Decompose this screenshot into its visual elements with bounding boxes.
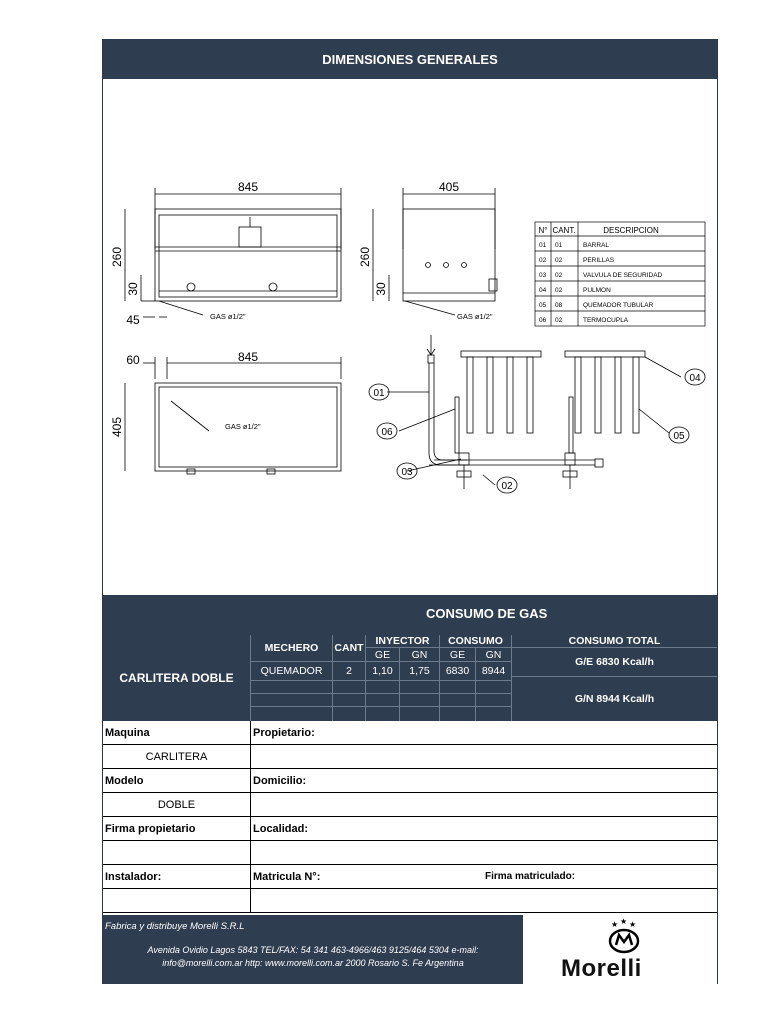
gas-header-mechero: MECHERO (251, 635, 333, 662)
technical-drawing (103, 79, 717, 634)
dim-30-front: 30 (126, 282, 140, 296)
parts-cell-cant: 02 (555, 257, 563, 264)
parts-cell-cant: 02 (555, 287, 563, 294)
footer-address: Avenida Ovidio Lagos 5843 TEL/FAX: 54 341 463-4966/463 9125/464 5304 e-mail: (147, 945, 479, 955)
footer-company: Fabrica y distribuye Morelli S.R.L (105, 921, 245, 932)
callout-05: 05 (673, 431, 685, 442)
parts-cell-desc: PERILLAS (583, 257, 615, 264)
gas-header-total: CONSUMO TOTAL (512, 635, 717, 648)
gas-header-cant: CANT (333, 635, 366, 662)
gas-total-ge: G/E 6830 Kcal/h (512, 648, 717, 677)
dim-260-front: 260 (110, 246, 124, 268)
maquina-value: CARLITERA (103, 745, 251, 769)
gas-empty-cell (251, 707, 333, 721)
form-row (103, 793, 717, 817)
gas-empty-cell (333, 681, 366, 694)
firma-matriculado-field[interactable] (251, 889, 717, 913)
callout-04: 04 (689, 373, 701, 384)
gas-empty-cell (440, 694, 476, 707)
parts-cell-cant: 02 (555, 272, 563, 279)
callout-01: 01 (373, 388, 385, 399)
gas-empty-cell (440, 707, 476, 721)
gas-row-iny-gn: 1,75 (400, 662, 440, 681)
front-view (125, 188, 341, 317)
parts-cell-no: 06 (539, 317, 547, 324)
dim-30-side: 30 (374, 282, 388, 296)
domicilio-label[interactable]: Domicilio: (253, 775, 307, 787)
parts-cell-no: 04 (539, 287, 547, 294)
footer-contact: info@morelli.com.ar http: www.morelli.com.ar 2000 Rosario S. Fe Argentina (162, 958, 464, 968)
form-row (103, 865, 717, 889)
gas-empty-cell (476, 694, 512, 707)
gas-empty-cell (333, 707, 366, 721)
parts-header-cant: CANT. (552, 226, 576, 235)
form-row (103, 745, 717, 769)
dim-405-side: 405 (438, 180, 460, 194)
svg-text:★: ★ (620, 917, 628, 926)
form-row (103, 769, 717, 793)
form-row (103, 817, 717, 841)
gas-empty-cell (366, 694, 400, 707)
svg-text:★: ★ (629, 920, 637, 929)
burner-tubes-right (575, 357, 639, 433)
parts-cell-no: 05 (539, 302, 547, 309)
matricula-field[interactable] (251, 865, 717, 889)
gas-row-mechero: QUEMADOR (251, 662, 333, 681)
gas-label-side: GAS ø1/2" (457, 312, 493, 321)
dim-845-top: 845 (237, 350, 259, 364)
parts-cell-no: 03 (539, 272, 547, 279)
gas-consumption-band (103, 595, 717, 635)
gas-header-consumo: CONSUMO (440, 635, 512, 648)
modelo-value: DOBLE (103, 793, 251, 817)
gas-title: CONSUMO DE GAS (426, 606, 548, 621)
gas-row-iny-ge: 1,10 (366, 662, 400, 681)
parts-cell-desc: PULMON (583, 287, 611, 294)
gas-label-front: GAS ø1/2" (210, 312, 246, 321)
propietario-field[interactable] (251, 745, 717, 769)
dim-45: 45 (126, 313, 140, 327)
footer-info (103, 915, 523, 984)
parts-cell-cant: 08 (555, 302, 563, 309)
callout-03: 03 (401, 467, 413, 478)
parts-cell-desc: VALVULA DE SEGURIDAD (583, 272, 663, 279)
top-view (125, 357, 341, 474)
parts-cell-no: 01 (539, 242, 547, 249)
gas-empty-cell (333, 694, 366, 707)
gas-label-top: GAS ø1/2" (225, 422, 261, 431)
gas-row-cons-gn: 8944 (476, 662, 512, 681)
form-row (103, 721, 717, 745)
brand-name: Morelli (561, 955, 642, 982)
parts-cell-cant: 02 (555, 317, 563, 324)
callout-06: 06 (381, 427, 393, 438)
gas-empty-cell (476, 707, 512, 721)
form-row (103, 889, 717, 913)
modelo-label: Modelo (103, 769, 251, 793)
propietario-label[interactable]: Propietario: (253, 727, 315, 739)
gas-table (103, 635, 717, 721)
gas-header-cons-ge: GE (440, 648, 476, 662)
dim-260-side: 260 (358, 246, 372, 268)
dim-845-front: 845 (237, 180, 259, 194)
localidad-label[interactable]: Localidad: (253, 823, 309, 835)
burner-assembly (387, 335, 681, 489)
side-view (373, 188, 497, 315)
gas-empty-cell (366, 681, 400, 694)
matricula-label: Matricula N°: (253, 871, 321, 883)
domicilio-field[interactable] (251, 793, 717, 817)
parts-header-no: N° (538, 226, 548, 235)
firma-propietario-field[interactable] (103, 841, 251, 865)
firma-propietario-label: Firma propietario (103, 817, 251, 841)
parts-cell-desc: BARRAL (583, 242, 610, 249)
gas-empty-cell (251, 694, 333, 707)
brand-logo (523, 915, 717, 984)
parts-header-desc: DESCRIPCION (603, 226, 659, 235)
parts-cell-desc: QUEMADOR TUBULAR (583, 302, 654, 309)
localidad-field[interactable] (251, 841, 717, 865)
gas-header-iny-gn: GN (400, 648, 440, 662)
footer (103, 915, 717, 984)
callout-02: 02 (501, 481, 513, 492)
spec-sheet (102, 39, 718, 984)
parts-cell-desc: TERMOCUPLA (583, 317, 629, 324)
gas-header-inyector: INYECTOR (366, 635, 440, 648)
gas-machine-name: CARLITERA DOBLE (103, 635, 251, 721)
svg-text:★: ★ (611, 920, 619, 929)
logo-emblem-icon (523, 915, 717, 955)
gas-empty-cell (476, 681, 512, 694)
burner-tubes-left (467, 357, 533, 433)
gas-empty-cell (440, 681, 476, 694)
gas-header-cons-gn: GN (476, 648, 512, 662)
maquina-label: Maquina (103, 721, 251, 745)
instalador-label: Instalador: (103, 865, 251, 889)
form-row (103, 841, 717, 865)
drawing-svg (103, 79, 717, 634)
instalador-field[interactable] (103, 889, 251, 913)
gas-total-gn: G/N 8944 Kcal/h (574, 693, 655, 705)
gas-empty-cell (400, 681, 440, 694)
dim-405-top: 405 (110, 416, 124, 438)
gas-row-cant: 2 (333, 662, 366, 681)
gas-empty-cell (400, 707, 440, 721)
gas-header-iny-ge: GE (366, 648, 400, 662)
parts-cell-no: 02 (539, 257, 547, 264)
gas-empty-cell (251, 681, 333, 694)
gas-empty-cell (400, 694, 440, 707)
gas-empty-cell (366, 707, 400, 721)
page-title: DIMENSIONES GENERALES (103, 40, 717, 79)
dim-60: 60 (126, 353, 140, 367)
gas-row-cons-ge: 6830 (440, 662, 476, 681)
firma-matriculado-label: Firma matriculado: (485, 871, 576, 882)
parts-cell-cant: 01 (555, 242, 563, 249)
